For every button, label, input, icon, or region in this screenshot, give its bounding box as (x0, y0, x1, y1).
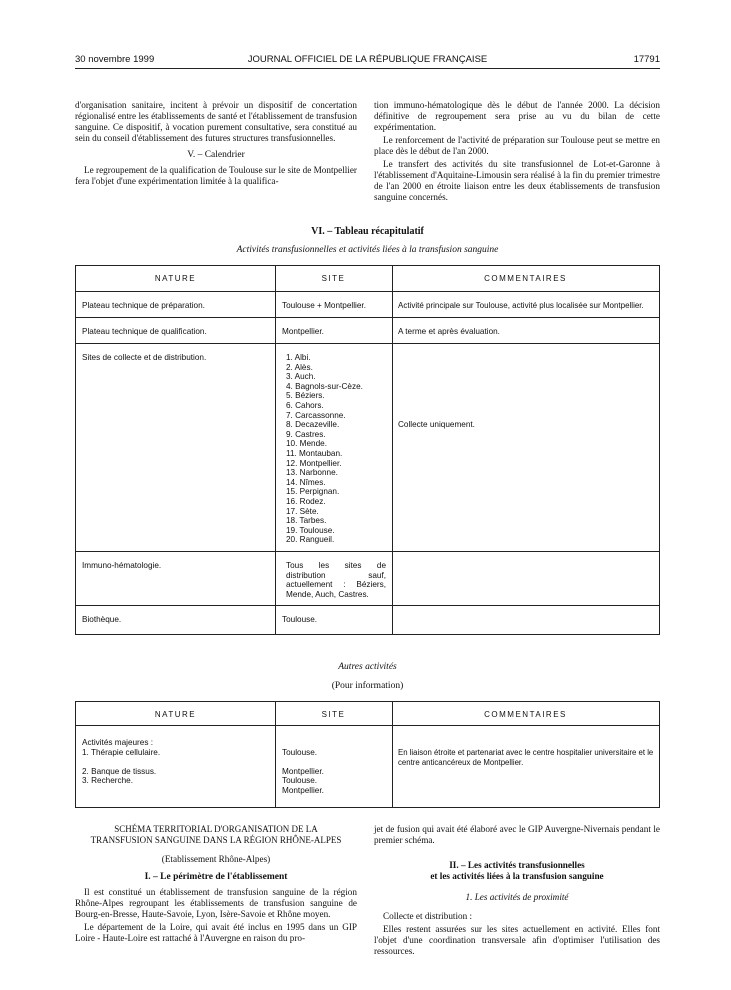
paragraph: Le département de la Loire, qui avait été inclus en 1995 dans un GIP Loire - Haute-Loire est rattaché à l'Auvergne en raison du pro- (75, 922, 357, 943)
subsection-heading: 1. Les activités de proximité (465, 892, 569, 902)
page-header (75, 54, 660, 68)
header-site: SITE (321, 274, 346, 283)
cell-nature: Plateau technique de préparation. (82, 301, 205, 310)
table-header-row (76, 702, 659, 726)
paragraph: Le transfert des activités du site transfusionnel de Lot-et-Garonne à l'établissement d'Aquitaine-Limousin sera réalisé à la fin du premier trimestre de l'an 2000 en étroite liaison entre les deux établissements de transfusion sanguine concernés. (374, 159, 660, 202)
table-row (76, 318, 659, 344)
section-heading-text: I. – Le périmètre de l'établissement (144, 872, 288, 882)
header-page-number: 17791 (633, 54, 660, 65)
other-activities-table (75, 701, 660, 808)
section-heading-line: II. – Les activités transfusionnelles (449, 860, 585, 870)
section-heading (75, 872, 357, 883)
paragraph: Collecte et distribution : (383, 911, 473, 921)
table-row (76, 606, 659, 634)
other-activities-subtitle: (Pour information) (331, 681, 404, 691)
bottom-right-column (374, 824, 660, 959)
paragraph: Le regroupement de la qualification de Toulouse sur le site de Montpellier fera l'objet d'une expérimentation limitée à la qualifica- (75, 165, 357, 186)
cell-nature: Biothèque. (82, 615, 122, 624)
table-caption: Activités transfusionnelles et activités liées à la transfusion sanguine (236, 245, 499, 255)
header-commentaires: COMMENTAIRES (484, 274, 567, 283)
paragraph: Il est constitué un établissement de transfusion sanguine de la région Rhône-Alpes regroupant les établissements de transfusion sanguine de Bourg-en-Bresse, Haute-Savoie, Lyon, Isère-Savoie et Rhône moyen. (75, 887, 357, 919)
cell-site: Toulouse + Montpellier. (282, 301, 366, 310)
cell-site: Toulouse. Montpellier. Toulouse. Montpellier. (282, 747, 324, 795)
cell-site: Tous les sites de distribution sauf, actuellement : Béziers, Mende, Auch, Castres. (286, 561, 386, 599)
section-heading-line: et les activités liées à la transfusion sanguine (430, 871, 604, 881)
paragraph: jet de fusion qui avait été élaboré avec le GIP Auvergne-Nivernais pendant le premier schéma. (374, 824, 660, 845)
header-rule (75, 68, 660, 69)
table-header-row (76, 266, 659, 292)
section-heading-text: V. – Calendrier (187, 150, 245, 160)
header-commentaires: COMMENTAIRES (484, 710, 567, 719)
cell-nature: Activités majeures : 1. Thérapie cellulaire. 2. Banque de tissus. 3. Recherche. (82, 738, 161, 786)
table-row (76, 292, 659, 318)
summary-table (75, 265, 660, 635)
table-row (76, 552, 659, 606)
paragraph: Elles restent assurées sur les sites actuellement en activité. Elles font l'objet d'une coordination transversale afin d'optimiser l'utilisation des ressources. (374, 924, 660, 956)
header-date: 30 novembre 1999 (75, 54, 155, 65)
other-activities-title: Autres activités (338, 662, 397, 672)
cell-site-list: 1. Albi. 2. Alès. 3. Auch. 4. Bagnols-sur-Cèze. 5. Béziers. 6. Cahors. 7. Carcassonne. 8. Decazeville. 9. Castres. 10. Mende. 11. Montauban. 12. Montpellier. 13. Narbonne. 14. Nîmes. 15. Perpignan. 16. Rodez. 17. Sète. 18. Tarbes. 19. Toulouse. 20. Rangueil. (286, 353, 363, 545)
cell-nature: Immuno-hématologie. (82, 561, 162, 570)
header-site: SITE (321, 710, 346, 719)
top-left-column (75, 100, 357, 189)
table-row (76, 726, 659, 807)
header-nature: NATURE (154, 274, 197, 283)
table-row (76, 344, 659, 552)
cell-nature: Plateau technique de qualification. (82, 327, 207, 336)
section-title: VI. – Tableau récapitulatif (311, 226, 424, 237)
schema-title: SCHÉMA TERRITORIAL D'ORGANISATION DE LA TRANSFUSION SANGUINE DANS LA RÉGION RHÔNE-ALPES (90, 824, 342, 845)
header-nature: NATURE (154, 710, 197, 719)
top-right-column (374, 100, 660, 205)
cell-comment: A terme et après évaluation. (398, 327, 500, 336)
paragraph: tion immuno-hématologique dès le début de l'année 2000. La décision définitive de regroupement sera prise au vu du bilan de cette expérimentation. (374, 100, 660, 132)
cell-comment: Collecte uniquement. (398, 420, 475, 429)
bottom-left-column (75, 824, 357, 946)
paragraph: d'organisation sanitaire, incitent à prévoir un dispositif de concertation régionalisé entre les établissements de santé et l'établissement de transfusion sanguine. Ce dispositif, à vocation purement consultative, sera constitué au sein du conseil d'établissement des futures structures transfusionnelles. (75, 100, 357, 143)
cell-comment: Activité principale sur Toulouse, activité plus localisée sur Montpellier. (398, 301, 644, 310)
cell-site: Toulouse. (282, 615, 318, 624)
paragraph: Le renforcement de l'activité de préparation sur Toulouse peut se mettre en place dès le début de l'an 2000. (374, 135, 660, 156)
section-heading (75, 150, 357, 161)
cell-nature: Sites de collecte et de distribution. (82, 353, 207, 362)
cell-site: Montpellier. (282, 327, 324, 336)
schema-subtitle: (Etablissement Rhône-Alpes) (161, 854, 271, 864)
header-journal: JOURNAL OFFICIEL DE LA RÉPUBLIQUE FRANÇAISE (247, 54, 488, 65)
cell-comment: En liaison étroite et partenariat avec le centre hospitalier universitaire et le centre anticancéreux de Montpellier. (398, 748, 654, 767)
